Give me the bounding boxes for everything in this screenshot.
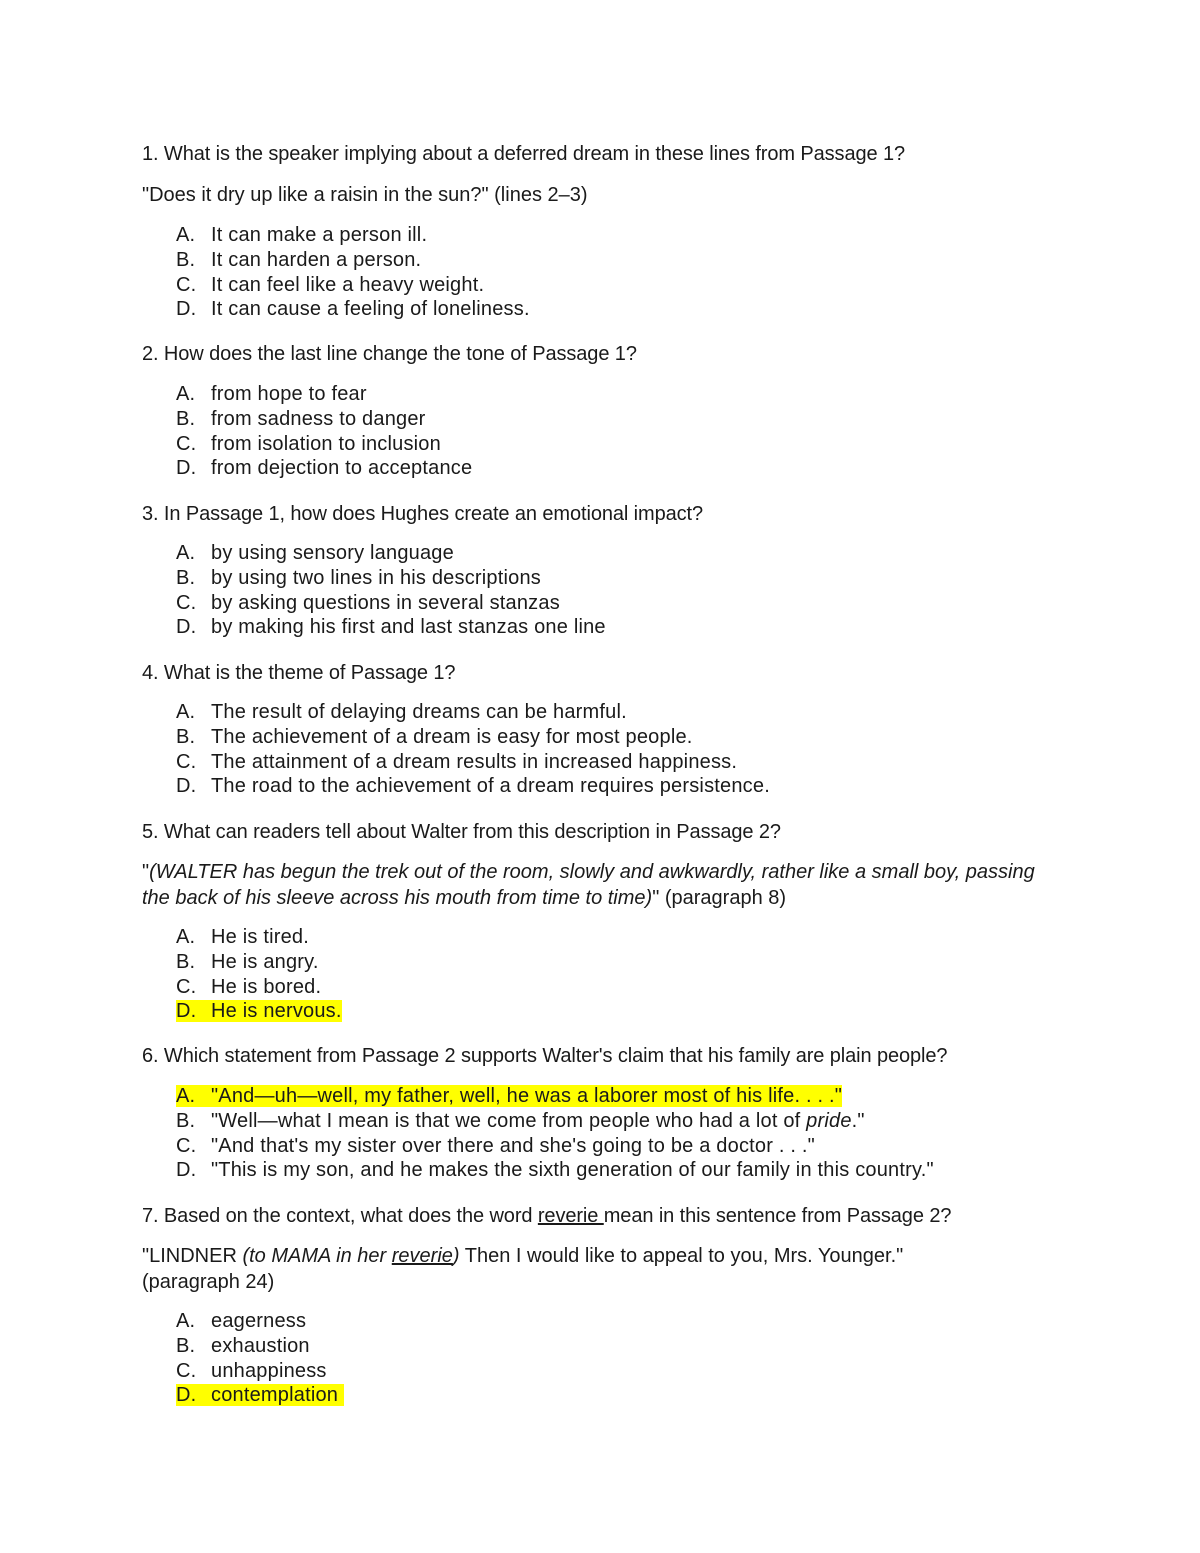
question-7: 7. Based on the context, what does the word reverie mean in this sentence from Passage 2? <box>142 1205 952 1227</box>
question-1-quote: "Does it dry up like a raisin in the sun?" (lines 2–3) <box>142 184 588 206</box>
option-2b: B. from sadness to danger <box>176 407 426 430</box>
question-4-options <box>176 700 770 799</box>
option-6d: D. "This is my son, and he makes the sixth generation of our family in this country." <box>176 1159 934 1182</box>
option-6c: C. "And that's my sister over there and she's going to be a doctor . . ." <box>176 1134 815 1157</box>
underlined-word: reverie <box>537 1205 604 1227</box>
option-4a: A. The result of delaying dreams can be harmful. <box>176 701 627 723</box>
highlighted-answer: A. "And—uh—well, my father, well, he was a laborer most of his life. . . ." <box>176 1085 843 1107</box>
option-5d <box>176 999 342 1024</box>
option-7d <box>176 1383 344 1408</box>
option-7a: A. eagerness <box>176 1310 307 1332</box>
question-6-options <box>176 1084 934 1183</box>
question-6: 6. Which statement from Passage 2 supports Walter's claim that his family are plain people? <box>142 1045 948 1067</box>
option-7b: B. exhaustion <box>176 1334 310 1357</box>
question-1-options <box>176 223 530 322</box>
option-6a <box>176 1084 934 1109</box>
option-2d: D. from dejection to acceptance <box>176 457 473 480</box>
option-1a: A. It can make a person ill. <box>176 224 428 246</box>
question-7-quote: "LINDNER (to MAMA in her reverie) Then I would like to appeal to you, Mrs. Younger." (paragraph 24) <box>142 1245 904 1293</box>
option-5a: A. He is tired. <box>176 926 309 948</box>
option-5c: C. He is bored. <box>176 975 322 998</box>
question-2-options <box>176 382 472 481</box>
option-4d: D. The road to the achievement of a dream requires persistence. <box>176 775 770 798</box>
option-2a: A. from hope to fear <box>176 383 367 405</box>
highlighted-answer: D. contemplation <box>176 1384 344 1406</box>
option-3c: C. by asking questions in several stanzas <box>176 591 560 614</box>
question-5: 5. What can readers tell about Walter from this description in Passage 2? <box>142 821 781 843</box>
option-1c: C. It can feel like a heavy weight. <box>176 273 485 296</box>
option-2c: C. from isolation to inclusion <box>176 432 441 455</box>
option-3d: D. by making his first and last stanzas one line <box>176 616 606 639</box>
question-7-options <box>176 1309 344 1408</box>
question-3-options <box>176 541 606 640</box>
option-3b: B. by using two lines in his descriptions <box>176 566 541 589</box>
question-4: 4. What is the theme of Passage 1? <box>142 662 456 684</box>
question-5-quote: "(WALTER has begun the trek out of the room, slowly and awkwardly, rather like a small boy, passing the back of his sleeve across his mouth from time to time)" (paragraph 8) <box>142 861 1035 909</box>
option-4c: C. The attainment of a dream results in increased happiness. <box>176 750 738 773</box>
option-1b: B. It can harden a person. <box>176 248 422 271</box>
option-5b: B. He is angry. <box>176 950 319 973</box>
option-7c: C. unhappiness <box>176 1359 327 1382</box>
question-5-options <box>176 925 342 1024</box>
question-1: 1. What is the speaker implying about a deferred dream in these lines from Passage 1? <box>142 143 906 165</box>
option-3a: A. by using sensory language <box>176 542 454 564</box>
option-4b: B. The achievement of a dream is easy for most people. <box>176 725 693 748</box>
question-2: 2. How does the last line change the tone of Passage 1? <box>142 343 637 365</box>
question-3: 3. In Passage 1, how does Hughes create an emotional impact? <box>142 503 704 525</box>
option-6b: B. "Well—what I mean is that we come from people who had a lot of pride." <box>176 1109 865 1132</box>
option-1d: D. It can cause a feeling of loneliness. <box>176 298 530 321</box>
highlighted-answer: D. He is nervous. <box>176 1000 342 1023</box>
